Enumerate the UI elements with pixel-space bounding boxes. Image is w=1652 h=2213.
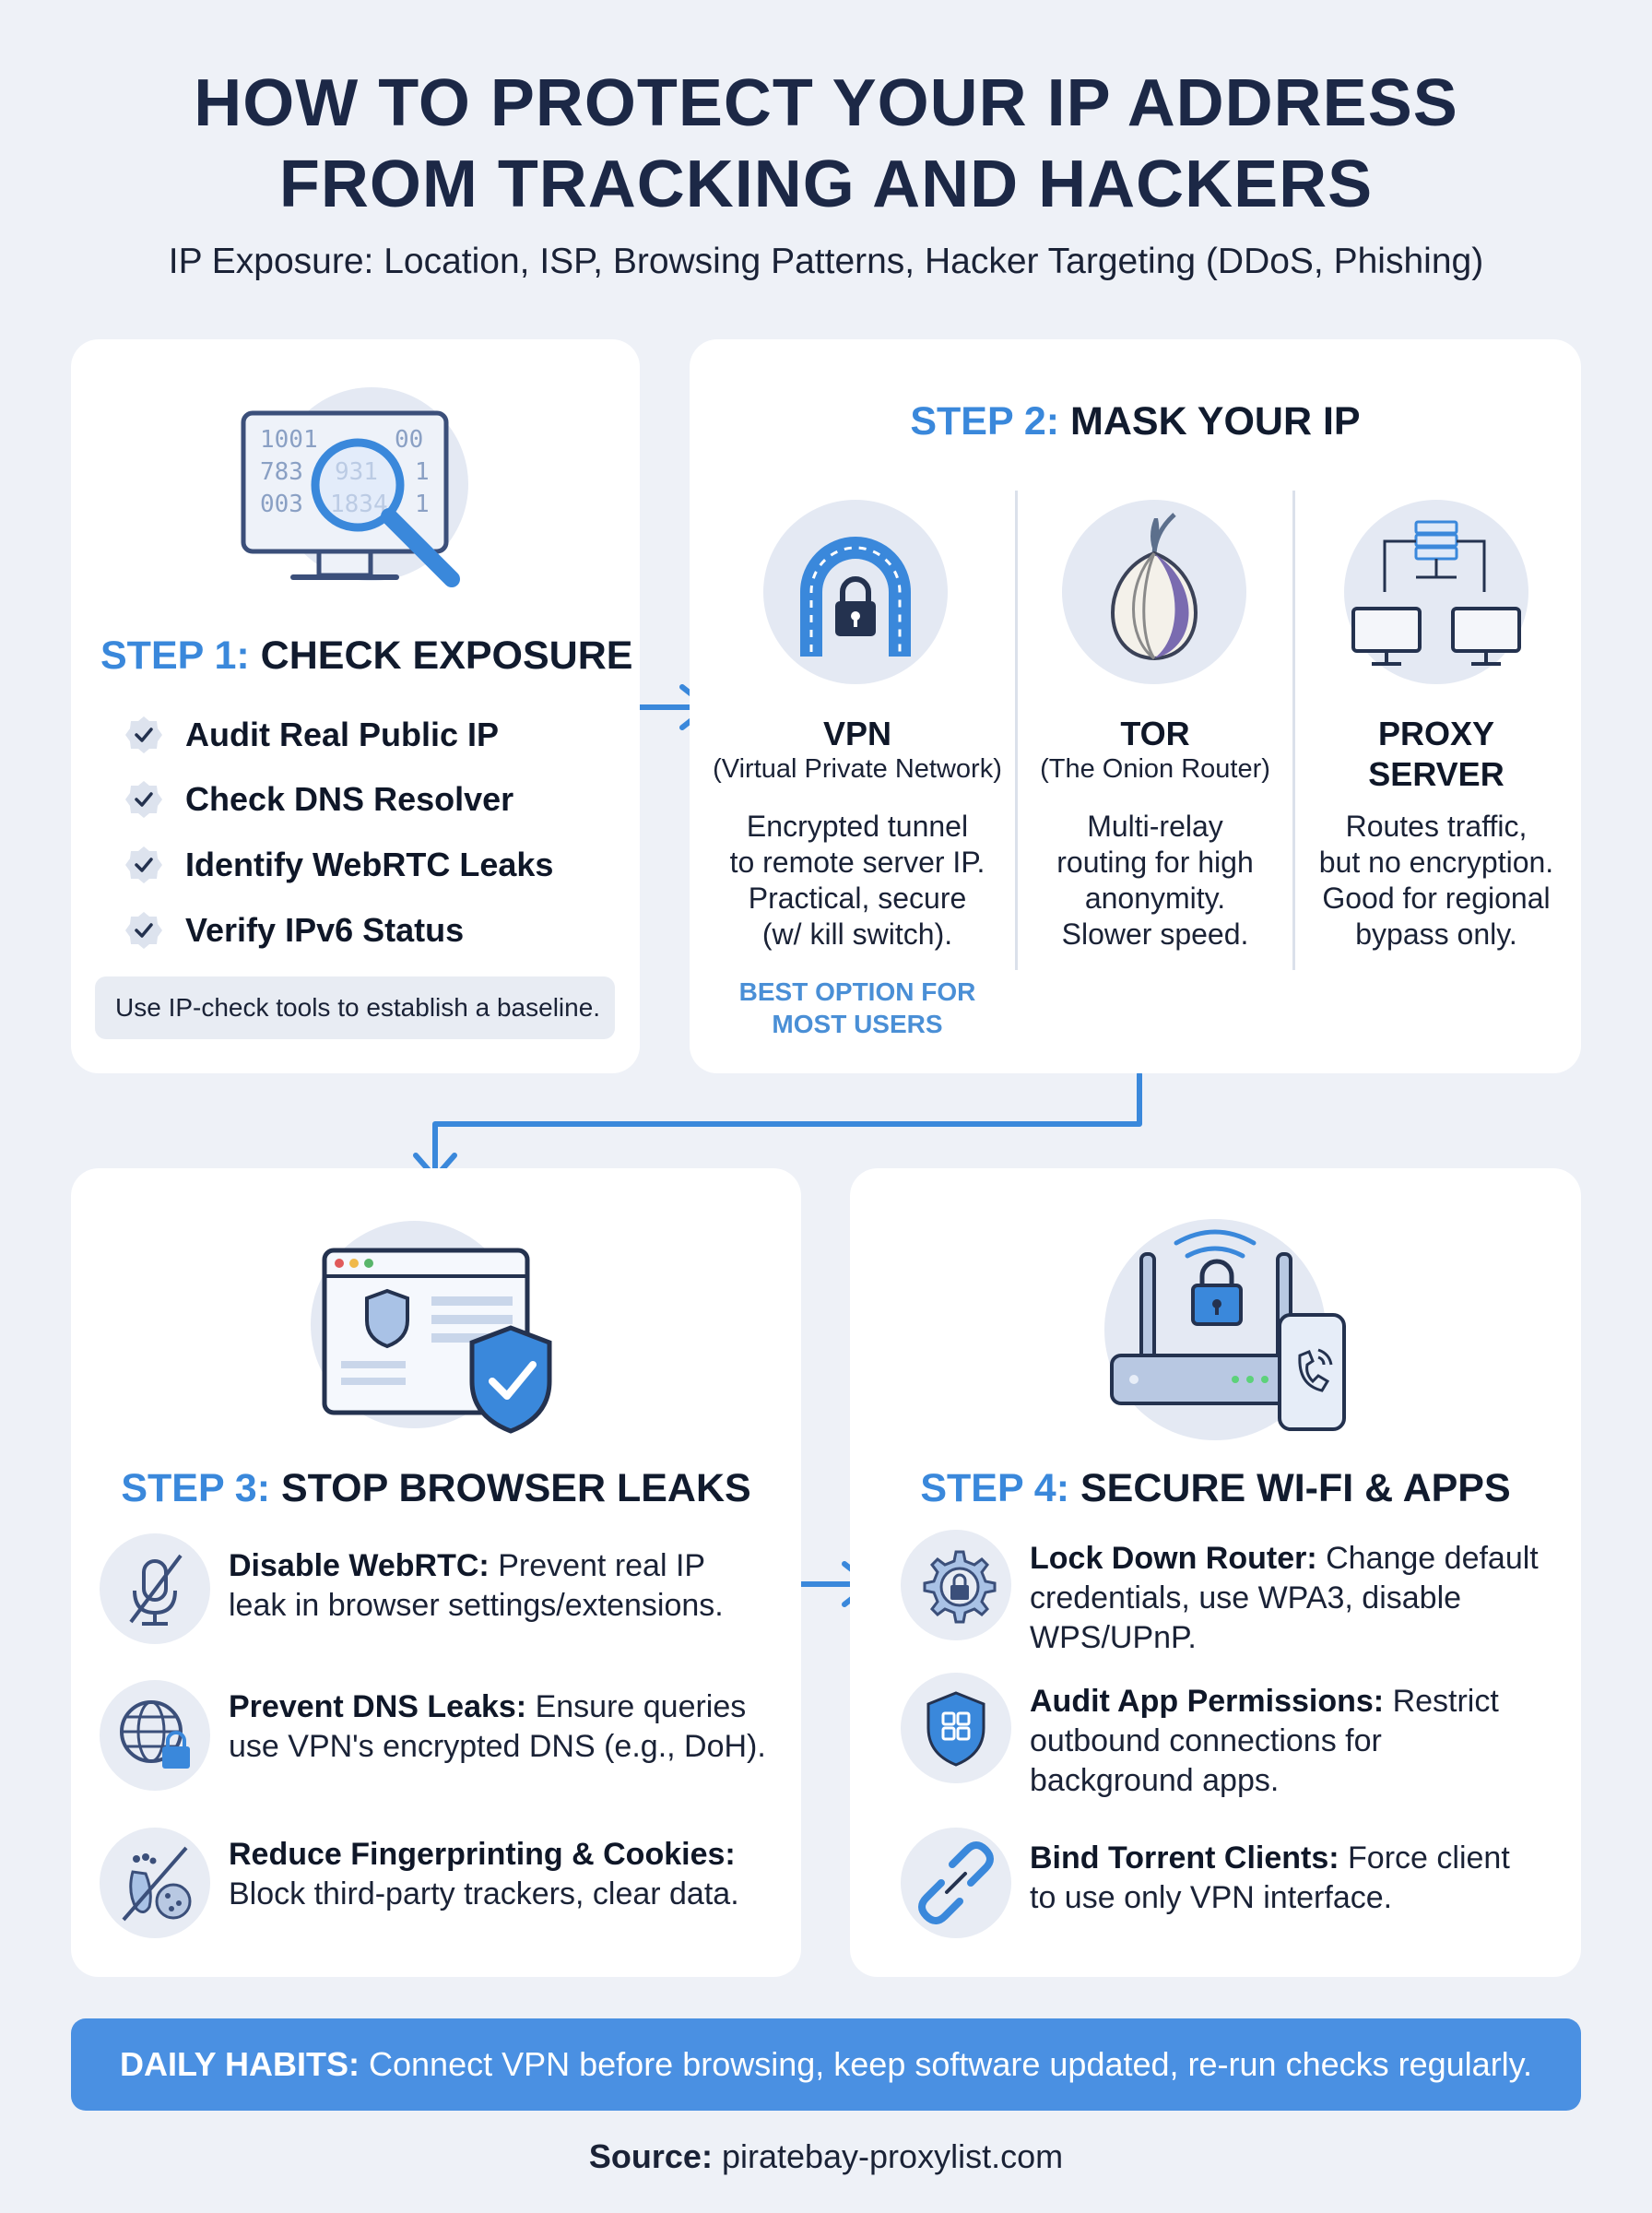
- step3-item-text: [229, 1687, 782, 1767]
- broken-link-icon: [901, 1828, 1011, 1938]
- check-badge-icon: [124, 716, 163, 754]
- step1-item-label: Check DNS Resolver: [185, 780, 514, 818]
- check-badge-icon: [124, 846, 163, 884]
- footprint-cookie-icon: [100, 1828, 210, 1938]
- item-line: use VPN's encrypted DNS (e.g., DoH).: [229, 1729, 766, 1764]
- vpn-desc-line: Practical, secure: [748, 882, 967, 915]
- step2-card: [690, 339, 1581, 1073]
- item-line: outbound connections for: [1030, 1723, 1382, 1758]
- page-subtitle: IP Exposure: Location, ISP, Browsing Patterns, Hacker Targeting (DDoS, Phishing): [168, 242, 1484, 281]
- screen-digit: 003: [260, 491, 303, 518]
- step1-item-label: Verify IPv6 Status: [185, 911, 465, 949]
- screen-digit: 1: [415, 458, 430, 486]
- step4-item-text: [1030, 1682, 1574, 1801]
- item-line: WPS/UPnP.: [1030, 1620, 1197, 1655]
- step4-title: [850, 1466, 1581, 1511]
- item-line: background apps.: [1030, 1763, 1280, 1798]
- tor-desc-line: anonymity.: [1084, 882, 1226, 915]
- proxy-desc-line: bypass only.: [1355, 917, 1517, 951]
- item-bold: Disable WebRTC:: [229, 1548, 490, 1583]
- step2-title-text: MASK YOUR IP: [1070, 399, 1361, 444]
- item-bold: Audit App Permissions:: [1030, 1684, 1385, 1719]
- gear-lock-icon: [901, 1530, 1011, 1640]
- router-lock-phone-icon: [1097, 1226, 1355, 1438]
- shield-apps-icon: [901, 1673, 1011, 1783]
- step1-item-label: Audit Real Public IP: [185, 716, 500, 753]
- title-line-1: HOW TO PROTECT YOUR IP ADDRESS: [194, 66, 1458, 140]
- screen-digit: 1001: [260, 426, 318, 454]
- step2-title: [690, 399, 1581, 444]
- source-label: Source:: [588, 2137, 713, 2175]
- item-line: Block third-party trackers, clear data.: [229, 1876, 739, 1911]
- item-rest: Restrict: [1384, 1684, 1499, 1719]
- banner-bold: DAILY HABITS:: [119, 2045, 360, 2083]
- item-line: to use only VPN interface.: [1030, 1880, 1393, 1915]
- step1-title-text: CHECK EXPOSURE: [260, 633, 633, 678]
- step2-number: STEP 2:: [910, 399, 1060, 444]
- step1-check-item: [124, 716, 499, 754]
- item-rest: Force client: [1339, 1840, 1510, 1876]
- proxy-description: [1295, 809, 1577, 953]
- item-rest: Change default: [1316, 1541, 1539, 1576]
- item-bold: Reduce Fingerprinting & Cookies:: [229, 1837, 736, 1872]
- step3-title: [71, 1466, 801, 1511]
- step4-item-text: [1030, 1839, 1574, 1918]
- proxy-name-line: SERVER: [1368, 755, 1504, 793]
- page-title: [0, 63, 1652, 225]
- tor-desc-line: Slower speed.: [1061, 917, 1249, 951]
- check-badge-icon: [124, 780, 163, 819]
- step1-check-item: [124, 911, 464, 950]
- item-line: credentials, use WPA3, disable: [1030, 1580, 1462, 1615]
- item-rest: Ensure queries: [526, 1689, 747, 1724]
- item-rest: Prevent real IP: [489, 1548, 706, 1583]
- proxy-name-line: PROXY: [1377, 715, 1495, 752]
- browser-shield-icon: [321, 1247, 560, 1440]
- screen-digit: 00: [395, 426, 424, 454]
- step3-title-text: STOP BROWSER LEAKS: [280, 1466, 751, 1510]
- check-badge-icon: [124, 911, 163, 950]
- tor-subtitle: (The Onion Router): [1040, 754, 1270, 784]
- item-bold: Lock Down Router:: [1030, 1541, 1317, 1576]
- source-line: [0, 2137, 1652, 2176]
- step4-title-text: SECURE WI-FI & APPS: [1080, 1466, 1511, 1510]
- best-option-badge: [714, 976, 1000, 1040]
- source-text: piratebay-proxylist.com: [712, 2137, 1064, 2175]
- arrow-step2-to-step3: [416, 1074, 1139, 1178]
- vpn-subtitle: (Virtual Private Network): [713, 754, 1002, 784]
- step1-check-item: [124, 780, 513, 819]
- vpn-desc-line: Encrypted tunnel: [746, 810, 969, 843]
- proxy-desc-line: Good for regional: [1322, 882, 1551, 915]
- screen-digit: 783: [260, 458, 303, 486]
- title-line-2: FROM TRACKING AND HACKERS: [278, 148, 1374, 221]
- step1-note: Use IP-check tools to establish a baseline.: [95, 976, 615, 1039]
- step3-item-text: [229, 1546, 782, 1626]
- vpn-tunnel-lock-icon: [763, 500, 948, 684]
- tor-name: TOR: [1120, 715, 1190, 752]
- tor-description: [1017, 809, 1293, 953]
- item-bold: Bind Torrent Clients:: [1030, 1840, 1339, 1876]
- proxy-desc-line: but no encryption.: [1318, 846, 1554, 879]
- screen-digit: 1: [415, 491, 430, 518]
- step4-item-text: [1030, 1539, 1574, 1658]
- vpn-description: [705, 809, 1009, 953]
- muted-microphone-icon: [100, 1533, 210, 1644]
- vpn-desc-line: (w/ kill switch).: [761, 917, 953, 951]
- step1-item-label: Identify WebRTC Leaks: [185, 846, 554, 883]
- vpn-name: VPN: [822, 715, 892, 752]
- tor-desc-line: Multi-relay: [1087, 810, 1223, 843]
- step3-item-text: [229, 1835, 782, 1914]
- tor-desc-line: routing for high: [1056, 846, 1254, 879]
- vpn-desc-line: to remote server IP.: [729, 846, 985, 879]
- step4-number: STEP 4:: [920, 1466, 1070, 1510]
- monitor-magnifier-icon: [238, 406, 496, 599]
- banner-text: Connect VPN before browsing, keep software updated, re-run checks regularly.: [360, 2045, 1533, 2083]
- item-bold: Prevent DNS Leaks:: [229, 1689, 527, 1724]
- best-option-line: BEST OPTION FOR: [738, 977, 976, 1006]
- step1-number: STEP 1:: [100, 633, 250, 678]
- step1-check-item: [124, 846, 553, 884]
- onion-icon: [1062, 500, 1246, 684]
- step3-number: STEP 3:: [121, 1466, 271, 1510]
- step1-title: [100, 633, 632, 679]
- best-option-line: MOST USERS: [772, 1010, 943, 1038]
- proxy-desc-line: Routes traffic,: [1345, 810, 1528, 843]
- globe-lock-icon: [100, 1680, 210, 1791]
- proxy-name: [1295, 714, 1577, 795]
- item-line: leak in browser settings/extensions.: [229, 1588, 724, 1623]
- proxy-server-network-icon: [1344, 500, 1528, 684]
- daily-habits-banner: [71, 2018, 1581, 2111]
